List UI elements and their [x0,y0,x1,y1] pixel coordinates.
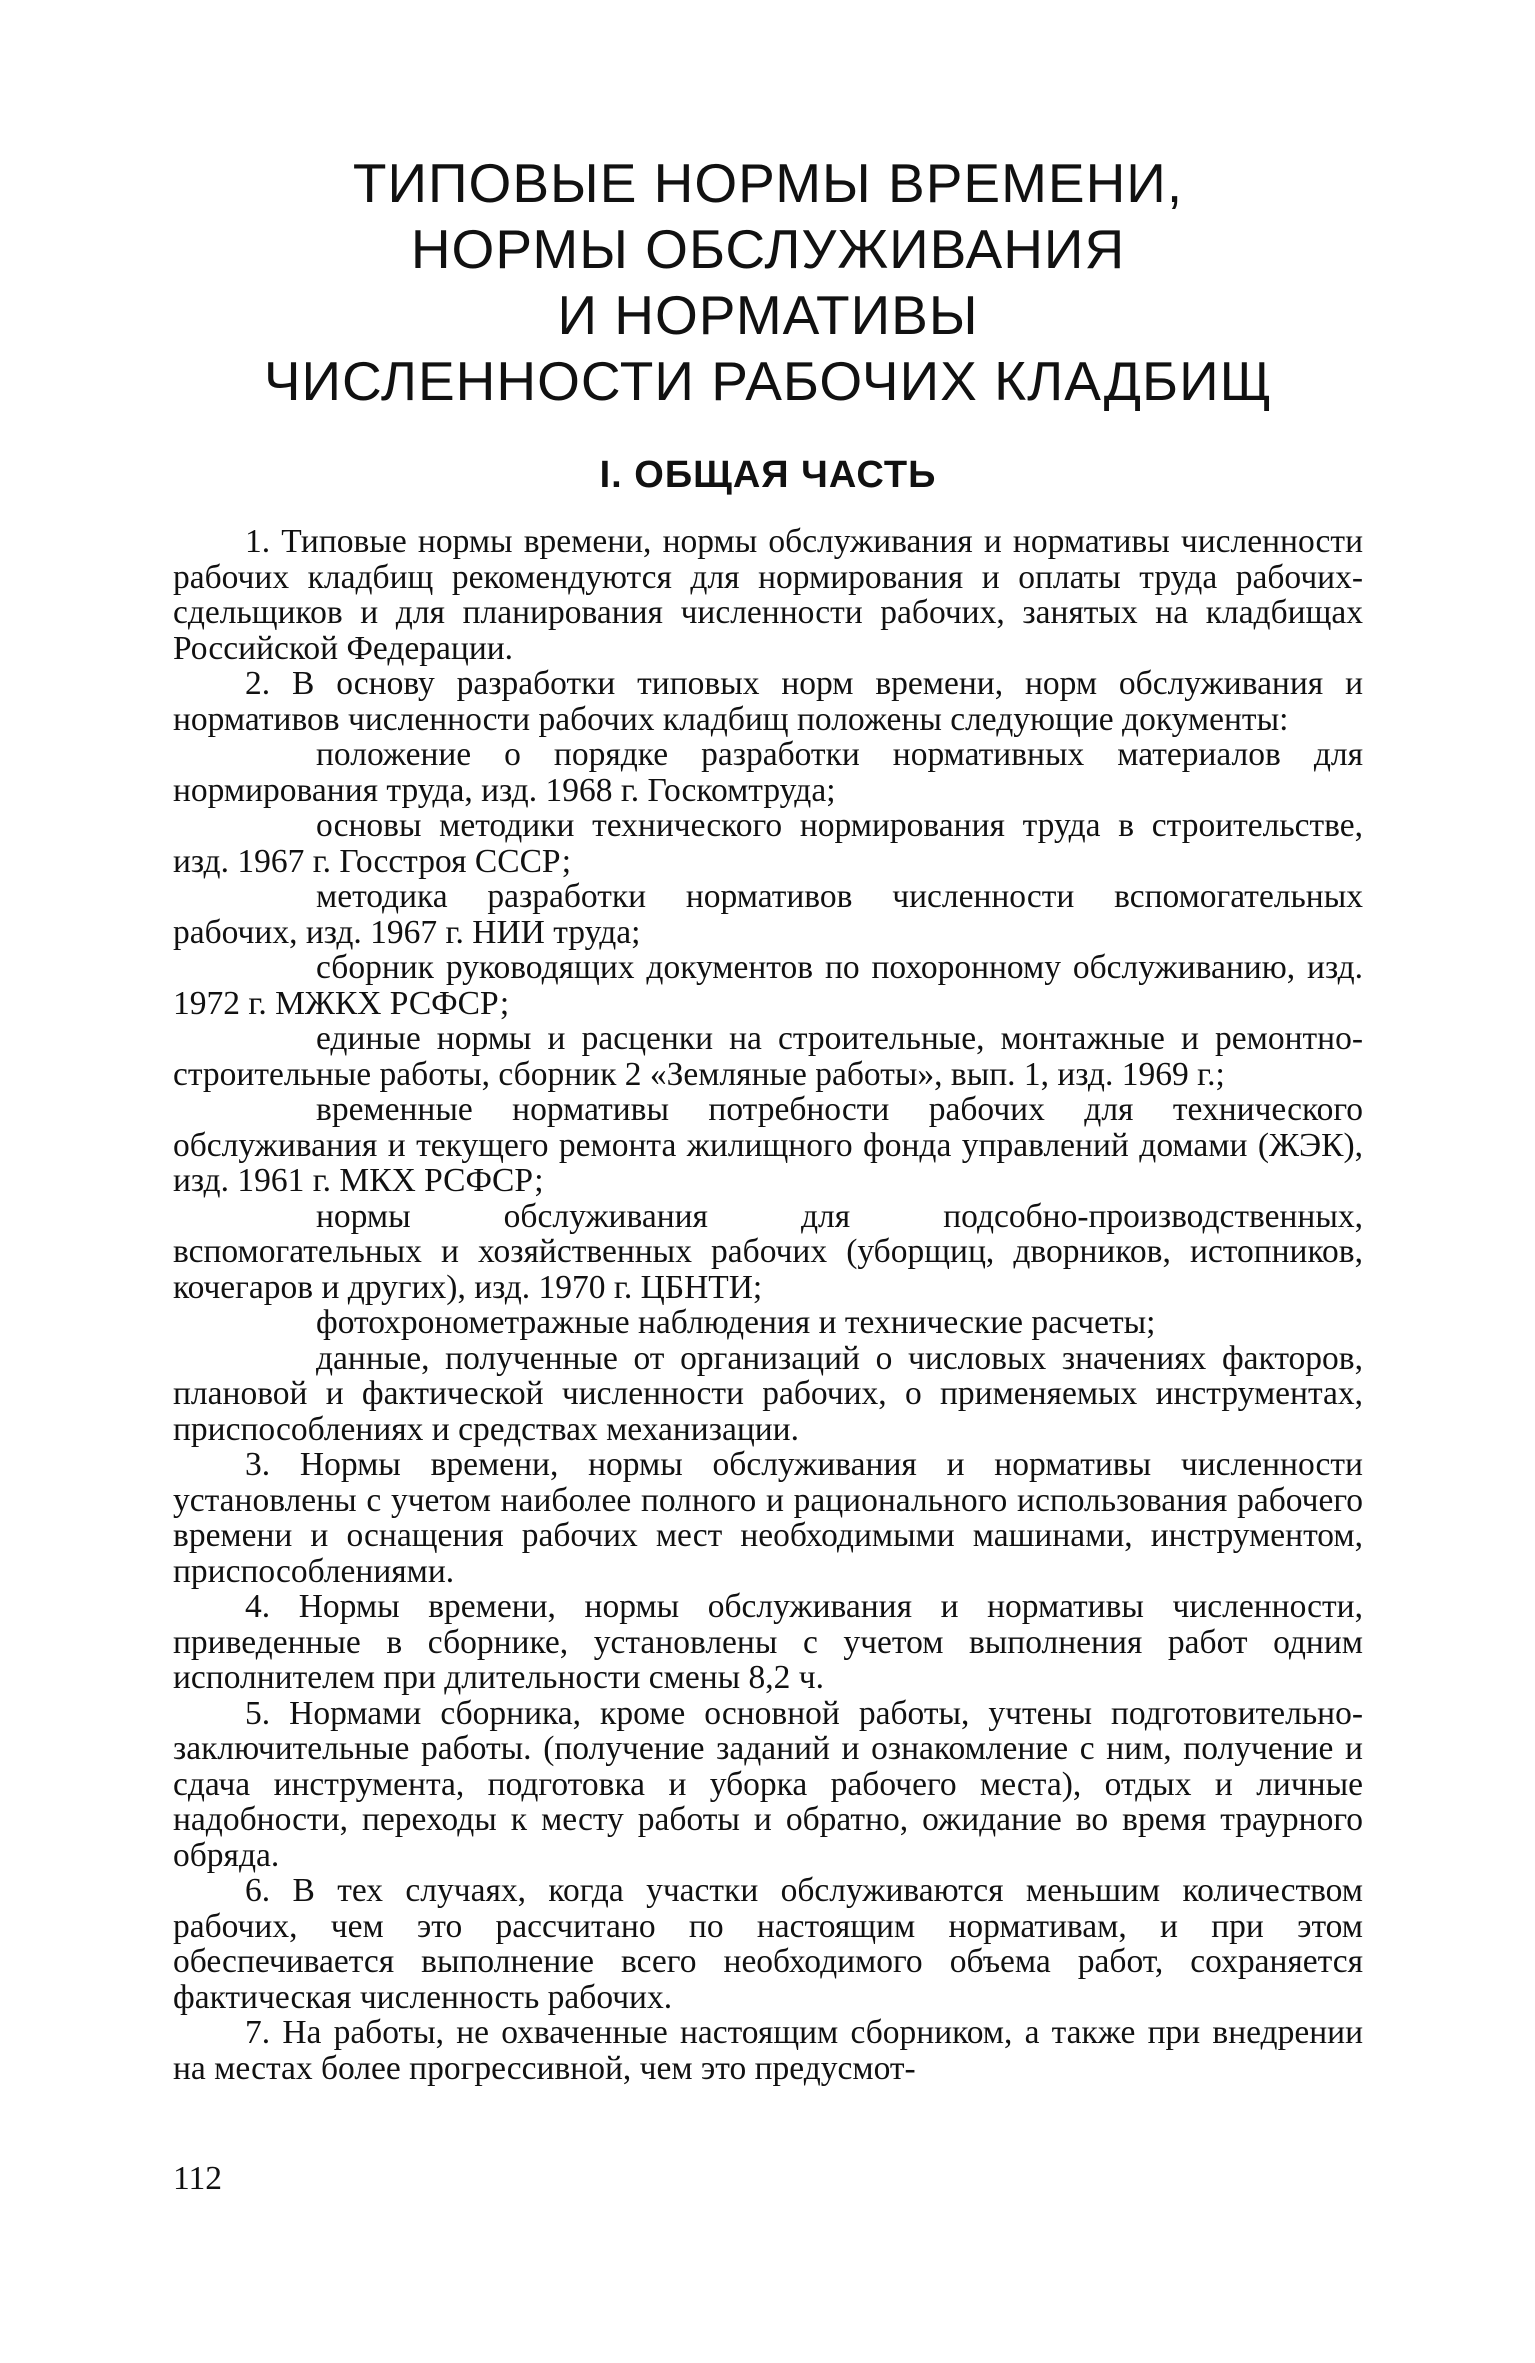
paragraph-7: 7. На работы, не охваченные настоящим сборником, а также при внедрении на местах более прогрессивной, чем это предусмот- [173,2014,1363,2087]
document-body [173,524,1363,2086]
document-list-item: основы методики технического нормирования труда в строительстве, изд. 1967 г. Госстроя СССР; [173,807,1363,880]
page-number: 112 [173,2160,223,2197]
paragraph-6: 6. В тех случаях, когда участки обслуживаются меньшим количеством рабочих, чем это рассчитано по настоящим нормативам, и при этом обеспечивается выполнение всего необходимого объема работ, сохраняется фактическая численность рабочих. [173,1872,1363,2016]
title-line: И НОРМАТИВЫ [557,284,979,346]
title-line: ТИПОВЫЕ НОРМЫ ВРЕМЕНИ, [352,152,1184,214]
paragraph-4: 4. Нормы времени, нормы обслуживания и нормативы численности, приведенные в сборнике, установлены с учетом выполнения работ одним исполнителем при длительности смены 8,2 ч. [173,1588,1363,1696]
section-heading: I. ОБЩАЯ ЧАСТЬ [599,454,937,496]
paragraph-1: 1. Типовые нормы времени, нормы обслуживания и нормативы численности рабочих кладбищ рекомендуются для нормирования и оплаты труда рабочих-сдельщиков и для планирования численности рабочих, занятых на кладбищах Российской Федерации. [173,523,1363,667]
document-list-item: данные, полученные от организаций о числовых значениях факторов, плановой и фактической численности рабочих, о применяемых инструментах, приспособлениях и средствах механизации. [173,1339,1363,1448]
paragraph-3: 3. Нормы времени, нормы обслуживания и нормативы численности установлены с учетом наиболее полного и рационального использования рабочего времени и оснащения рабочих мест необходимыми машинами, инструментом, приспособлениями. [173,1446,1363,1590]
document-list-item: методика разработки нормативов численности вспомогательных рабочих, изд. 1967 г. НИИ труда; [173,878,1363,951]
document-list-item: временные нормативы потребности рабочих для технического обслуживания и текущего ремонта жилищного фонда управлений домами (ЖЭК), изд. 1961 г. МКХ РСФСР; [173,1091,1363,1199]
document-list-item: единые нормы и расценки на строительные, монтажные и ремонтно-строительные работы, сборник 2 «Земляные работы», вып. 1, изд. 1969 г.; [173,1020,1363,1093]
document-list-item: нормы обслуживания для подсобно-производственных, вспомогательных и хозяйственных рабочих (уборщиц, дворников, истопников, кочегаров и других), изд. 1970 г. ЦБНТИ; [173,1197,1363,1306]
document-list-item: положение о порядке разработки нормативных материалов для нормирования труда, изд. 1968 г. Госкомтруда; [173,736,1363,809]
paragraph-5: 5. Нормами сборника, кроме основной работы, учтены подготовительно-заключительные работы. (получение заданий и ознакомление с ним, получение и сдача инструмента, подготовка и уборка рабочего места), отдых и личные надобности, переходы к месту работы и обратно, ожидание во время траурного обряда. [173,1694,1363,1874]
document-list-item: сборник руководящих документов по похоронному обслуживанию, изд. 1972 г. МЖКХ РСФСР; [173,949,1363,1022]
title-line: НОРМЫ ОБСЛУЖИВАНИЯ [410,218,1126,280]
document-page [173,150,1363,2086]
paragraph-2: 2. В основу разработки типовых норм времени, норм обслуживания и нормативов численности рабочих кладбищ положены следующие документы: [173,665,1363,738]
document-list-item: фотохронометражные наблюдения и технические расчеты; [316,1304,1156,1341]
title-line: ЧИСЛЕННОСТИ РАБОЧИХ КЛАДБИЩ [263,350,1273,412]
document-title [173,150,1363,414]
